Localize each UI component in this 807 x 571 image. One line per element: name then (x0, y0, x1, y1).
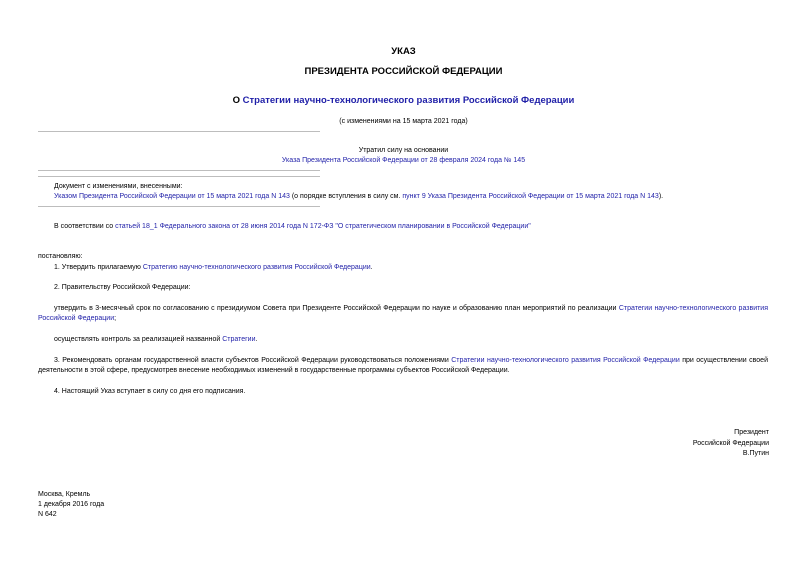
signature-org: Российской Федерации (692, 440, 769, 447)
item-2a (38, 304, 768, 324)
divider (38, 170, 320, 171)
item-2a-text: утвердить в 3-месячный срок по согласованию с президиумом Совета при Президенте Российской Федерации по науке и образованию план мероприятий по реализации (54, 305, 619, 312)
divider (38, 206, 320, 207)
decree-subject (0, 95, 807, 106)
divider (38, 131, 320, 132)
footer-date: 1 декабря 2016 года (38, 501, 105, 508)
signature-name: В.Путин (742, 450, 769, 457)
item-3 (38, 356, 768, 376)
changes-doc-link2[interactable]: пункт 9 Указа Президента Российской Федерации от 15 марта 2021 года N 143 (402, 193, 659, 200)
basis-link[interactable]: статьей 18_1 Федерального закона от 28 июня 2014 года N 172-ФЗ "О стратегическом планировании в Российской Федерации" (115, 223, 531, 230)
item-2a-link[interactable]: Стратегии научно-технологического развития Российской Федерации (38, 305, 769, 322)
decree-issuer: ПРЕЗИДЕНТА РОССИЙСКОЙ ФЕДЕРАЦИИ (304, 66, 503, 77)
subject-link[interactable]: Стратегии научно-технологического развития Российской Федерации (242, 95, 575, 106)
item-4: 4. Настоящий Указ вступает в силу со дня его подписания. (54, 388, 246, 395)
signature-title: Президент (734, 429, 769, 436)
decree-title: УКАЗ (391, 46, 416, 57)
item-2b-link[interactable]: Стратегии (222, 336, 256, 343)
footer-number: N 642 (38, 511, 57, 518)
decree-word: постановляю: (38, 253, 83, 260)
item-3-link[interactable]: Стратегии научно-технологического развития Российской Федерации (451, 357, 680, 364)
changes-doc-label: Документ с изменениями, внесенными: (54, 183, 183, 190)
item-1-suffix: . (370, 264, 373, 271)
basis-line (54, 222, 531, 231)
changes-note: (с изменениями на 15 марта 2021 года) (339, 118, 468, 125)
changes-doc-text-mid: (о порядке вступления в силу см. (289, 193, 403, 200)
changes-doc-line (54, 192, 663, 201)
void-notice-link[interactable]: Указа Президента Российской Федерации от 28 февраля 2024 года № 145 (281, 157, 526, 164)
void-notice-text: Утратил силу на основании (358, 147, 449, 154)
item-1-link[interactable]: Стратегию научно-технологического развития Российской Федерации (142, 264, 371, 271)
item-1-prefix: 1. Утвердить прилагаемую (54, 264, 143, 271)
changes-doc-text-end: ). (658, 193, 664, 200)
item-3-prefix: 3. Рекомендовать органам государственной власти субъектов Российской Федерации руководствоваться положениями (54, 357, 452, 364)
basis-prefix: В соответствии со (54, 223, 116, 230)
changes-doc-link1[interactable]: Указом Президента Российской Федерации от 15 марта 2021 года N 143 (54, 193, 290, 200)
item-3-suffix: при осуществлении своей деятельности в этой сфере, предусмотрев внесение необходимых изменений в государственные программы субъектов Российской Федерации. (38, 357, 768, 374)
item-2b-suffix: . (255, 336, 258, 343)
item-2: 2. Правительству Российской Федерации: (54, 284, 191, 291)
item-2a-suffix: ; (114, 315, 117, 322)
footer-place: Москва, Кремль (38, 491, 91, 498)
subject-prefix: О (232, 95, 243, 106)
divider (38, 176, 320, 177)
item-2b (54, 335, 257, 344)
item-2b-prefix: осуществлять контроль за реализацией названной (54, 336, 223, 343)
item-1 (54, 263, 373, 272)
